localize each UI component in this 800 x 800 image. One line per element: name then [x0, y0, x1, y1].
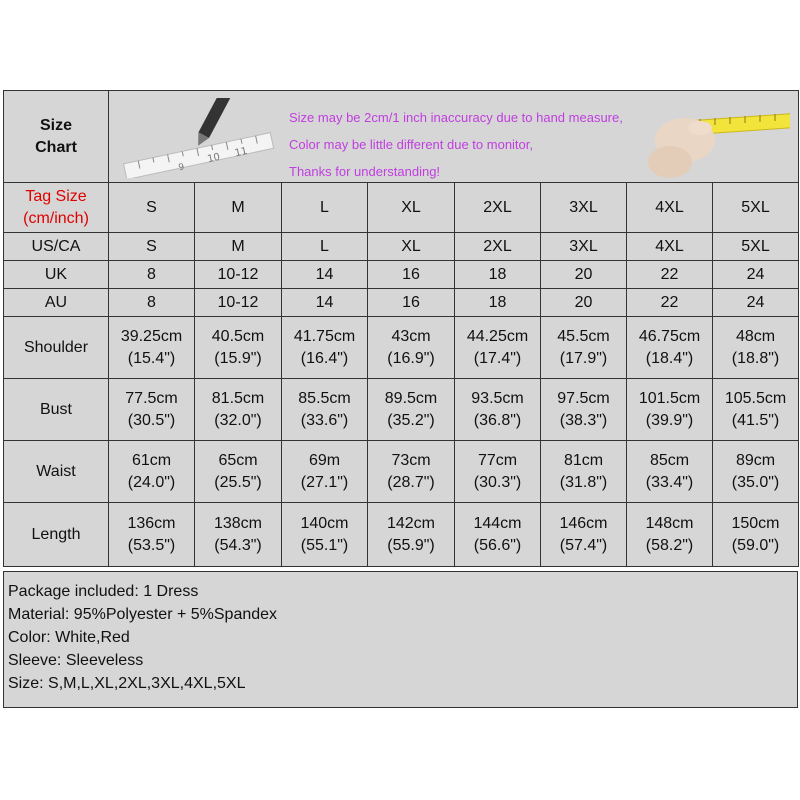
cell-value: 101.5cm [638, 389, 701, 407]
cell-value-inch: (18.8") [731, 349, 780, 367]
cell-value: 22 [660, 293, 679, 311]
cell-value: L [320, 237, 329, 255]
cell-value: 43cm [391, 327, 431, 345]
row-label: Waist [4, 441, 109, 503]
cell-value: 85.5cm [298, 389, 351, 407]
table-cell [109, 261, 195, 289]
cell-value-inch: (28.7") [387, 473, 435, 491]
table-cell [195, 441, 282, 503]
cell-value: 14 [315, 293, 334, 311]
tag-size-label: Tag Size (cm/inch) [4, 183, 109, 233]
ruler-pencil-icon [119, 98, 279, 178]
cell-value: 2XL [483, 237, 512, 255]
info-line: Color: White,Red [8, 629, 130, 646]
ruler-mark-11: 11 [233, 145, 249, 159]
cell-value-inch: (16.9") [387, 349, 435, 367]
cell-value-inch: (55.9") [387, 536, 435, 554]
table-cell [195, 503, 282, 567]
table-cell [627, 261, 713, 289]
table-cell [455, 261, 541, 289]
cell-value-inch: (24.0") [127, 473, 176, 491]
table-cell [368, 261, 455, 289]
cell-value: 140cm [300, 514, 349, 532]
cell-value: 20 [574, 293, 593, 311]
table-cell [627, 379, 713, 441]
cell-value: 61cm [131, 451, 172, 469]
cell-value: 48cm [735, 327, 776, 345]
cell-value: 85cm [649, 451, 690, 469]
cell-value: 105.5cm [724, 389, 787, 407]
measurement-notes [289, 104, 623, 182]
table-cell [713, 233, 799, 261]
table-cell [541, 233, 627, 261]
cell-value: 39.25cm [120, 327, 183, 345]
table-cell [109, 289, 195, 317]
cell-value-inch: (36.8") [473, 411, 522, 429]
product-info-box [3, 571, 798, 708]
cell-value: 4XL [655, 237, 684, 255]
table-cell [713, 503, 799, 567]
table-cell [713, 379, 799, 441]
cell-value-inch: (31.8") [559, 473, 608, 491]
table-cell [455, 233, 541, 261]
cell-value: 18 [488, 293, 507, 311]
cell-value: 40.5cm [211, 327, 265, 345]
cell-value-inch: (35.0") [731, 473, 780, 491]
info-line: Package included: 1 Dress [8, 583, 199, 600]
row-label: UK [4, 261, 109, 289]
table-cell [713, 317, 799, 379]
cell-value-inch: (16.4") [300, 349, 349, 367]
cell-value: 24 [746, 265, 765, 283]
cell-value: 45.5cm [557, 327, 610, 345]
cell-value-inch: (15.9") [214, 349, 262, 367]
ruler-mark-10: 10 [206, 151, 222, 165]
size-header-2xl: 2XL [455, 183, 541, 233]
cell-value-inch: (35.2") [387, 411, 435, 429]
table-cell [627, 233, 713, 261]
cell-value: 41.75cm [293, 327, 356, 345]
header-row [4, 91, 799, 183]
cell-value-inch: (38.3") [559, 411, 608, 429]
cell-value: 14 [315, 265, 334, 283]
cell-value: S [146, 237, 157, 255]
cell-value: 144cm [473, 514, 522, 532]
cell-value: 65cm [218, 451, 258, 469]
table-cell [195, 317, 282, 379]
table-cell [282, 503, 368, 567]
cell-value-inch: (58.2") [645, 536, 694, 554]
cell-value: 8 [147, 293, 156, 311]
row-label: Length [4, 503, 109, 567]
cell-value: 20 [574, 265, 593, 283]
cell-value: 138cm [213, 514, 263, 532]
cell-value-inch: (17.9") [559, 349, 608, 367]
row-bust [4, 379, 799, 441]
cell-value-inch: (30.3") [473, 473, 522, 491]
cell-value-inch: (57.4") [559, 536, 608, 554]
table-cell [541, 261, 627, 289]
table-cell [627, 503, 713, 567]
ruler-mark-9: 9 [177, 161, 186, 173]
tag-size-row [4, 183, 799, 233]
cell-value-inch: (32.0") [214, 411, 262, 429]
cell-value: 81cm [563, 451, 604, 469]
cell-value: 44.25cm [466, 327, 529, 345]
row-waist [4, 441, 799, 503]
cell-value: 16 [402, 293, 420, 311]
size-header-m: M [195, 183, 282, 233]
row-shoulder [4, 317, 799, 379]
cell-value: 81.5cm [211, 389, 265, 407]
table-cell [713, 441, 799, 503]
table-cell [713, 261, 799, 289]
table-cell [541, 317, 627, 379]
cell-value: 8 [147, 265, 156, 283]
cell-value: 16 [402, 265, 420, 283]
cell-value-inch: (33.4") [645, 473, 694, 491]
info-line: Size: S,M,L,XL,2XL,3XL,4XL,5XL [8, 675, 246, 692]
measurement-banner [109, 91, 799, 183]
cell-value-inch: (30.5") [127, 411, 176, 429]
size-chart-title: Size Chart [4, 91, 109, 183]
table-cell [627, 289, 713, 317]
cell-value: 93.5cm [471, 389, 524, 407]
hand-tape-measure-icon [640, 100, 790, 180]
table-cell [627, 317, 713, 379]
cell-value: 77.5cm [125, 389, 178, 407]
row-label: US/CA [4, 233, 109, 261]
table-cell [541, 503, 627, 567]
size-chart-table [3, 90, 799, 567]
cell-value: 10-12 [217, 265, 259, 283]
table-cell [541, 441, 627, 503]
table-cell [282, 233, 368, 261]
table-cell [713, 289, 799, 317]
cell-value: 69m [308, 451, 341, 469]
cell-value: 73cm [391, 451, 431, 469]
table-cell [541, 379, 627, 441]
note-thanks: Thanks for understanding! [289, 163, 441, 179]
table-cell [368, 503, 455, 567]
size-header-l: L [282, 183, 368, 233]
cell-value-inch: (56.6") [473, 536, 522, 554]
row-label: Shoulder [4, 317, 109, 379]
size-chart [3, 90, 798, 567]
cell-value: 18 [488, 265, 507, 283]
cell-value: 142cm [386, 514, 436, 532]
cell-value-inch: (39.9") [645, 411, 694, 429]
table-cell [109, 317, 195, 379]
table-cell [109, 503, 195, 567]
cell-value-inch: (59.0") [731, 536, 780, 554]
row-label: Bust [4, 379, 109, 441]
note-color: Color may be little different due to monitor, [289, 136, 533, 152]
row-label: AU [4, 289, 109, 317]
cell-value-inch: (17.4") [473, 349, 522, 367]
cell-value-inch: (15.4") [127, 349, 176, 367]
cell-value: 22 [660, 265, 679, 283]
cell-value-inch: (25.5") [214, 473, 262, 491]
cell-value-inch: (27.1") [300, 473, 349, 491]
info-line: Material: 95%Polyester + 5%Spandex [8, 606, 278, 623]
note-accuracy: Size may be 2cm/1 inch inaccuracy due to hand measure, [289, 109, 623, 125]
table-cell [368, 289, 455, 317]
table-cell [109, 379, 195, 441]
size-header-5xl: 5XL [713, 183, 799, 233]
table-cell [455, 317, 541, 379]
cell-value-inch: (54.3") [214, 536, 262, 554]
cell-value: 24 [746, 293, 765, 311]
cell-value: XL [401, 237, 421, 255]
table-cell [455, 503, 541, 567]
table-cell [282, 379, 368, 441]
cell-value: 148cm [645, 514, 694, 532]
cell-value: 5XL [741, 237, 770, 255]
cell-value-inch: (33.6") [300, 411, 349, 429]
table-cell [368, 441, 455, 503]
cell-value-inch: (18.4") [645, 349, 694, 367]
row-us-ca [4, 233, 799, 261]
cell-value: 146cm [559, 514, 608, 532]
table-cell [368, 317, 455, 379]
cell-value: 46.75cm [638, 327, 701, 345]
info-line: Sleeve: Sleeveless [8, 652, 144, 669]
table-cell [195, 261, 282, 289]
cell-value: 150cm [731, 514, 780, 532]
table-cell [627, 441, 713, 503]
table-cell [368, 233, 455, 261]
cell-value-inch: (53.5") [127, 536, 176, 554]
size-header-xl: XL [368, 183, 455, 233]
row-au [4, 289, 799, 317]
cell-value: 10-12 [217, 293, 259, 311]
size-header-3xl: 3XL [541, 183, 627, 233]
row-length [4, 503, 799, 567]
table-cell [455, 289, 541, 317]
table-cell [195, 379, 282, 441]
size-header-s: S [109, 183, 195, 233]
table-cell [195, 289, 282, 317]
table-cell [282, 317, 368, 379]
cell-value: M [231, 237, 245, 255]
table-cell [368, 379, 455, 441]
table-cell [282, 441, 368, 503]
table-cell [455, 379, 541, 441]
table-cell [282, 261, 368, 289]
table-cell [282, 289, 368, 317]
cell-value: 3XL [569, 237, 598, 255]
table-cell [195, 233, 282, 261]
size-header-4xl: 4XL [627, 183, 713, 233]
cell-value: 97.5cm [557, 389, 610, 407]
cell-value-inch: (55.1") [300, 536, 349, 554]
cell-value: 77cm [477, 451, 518, 469]
cell-value: 136cm [127, 514, 176, 532]
cell-value: 89cm [735, 451, 776, 469]
table-cell [109, 441, 195, 503]
cell-value: 89.5cm [384, 389, 438, 407]
table-cell [109, 233, 195, 261]
table-cell [541, 289, 627, 317]
row-uk [4, 261, 799, 289]
cell-value-inch: (41.5") [731, 411, 780, 429]
table-cell [455, 441, 541, 503]
